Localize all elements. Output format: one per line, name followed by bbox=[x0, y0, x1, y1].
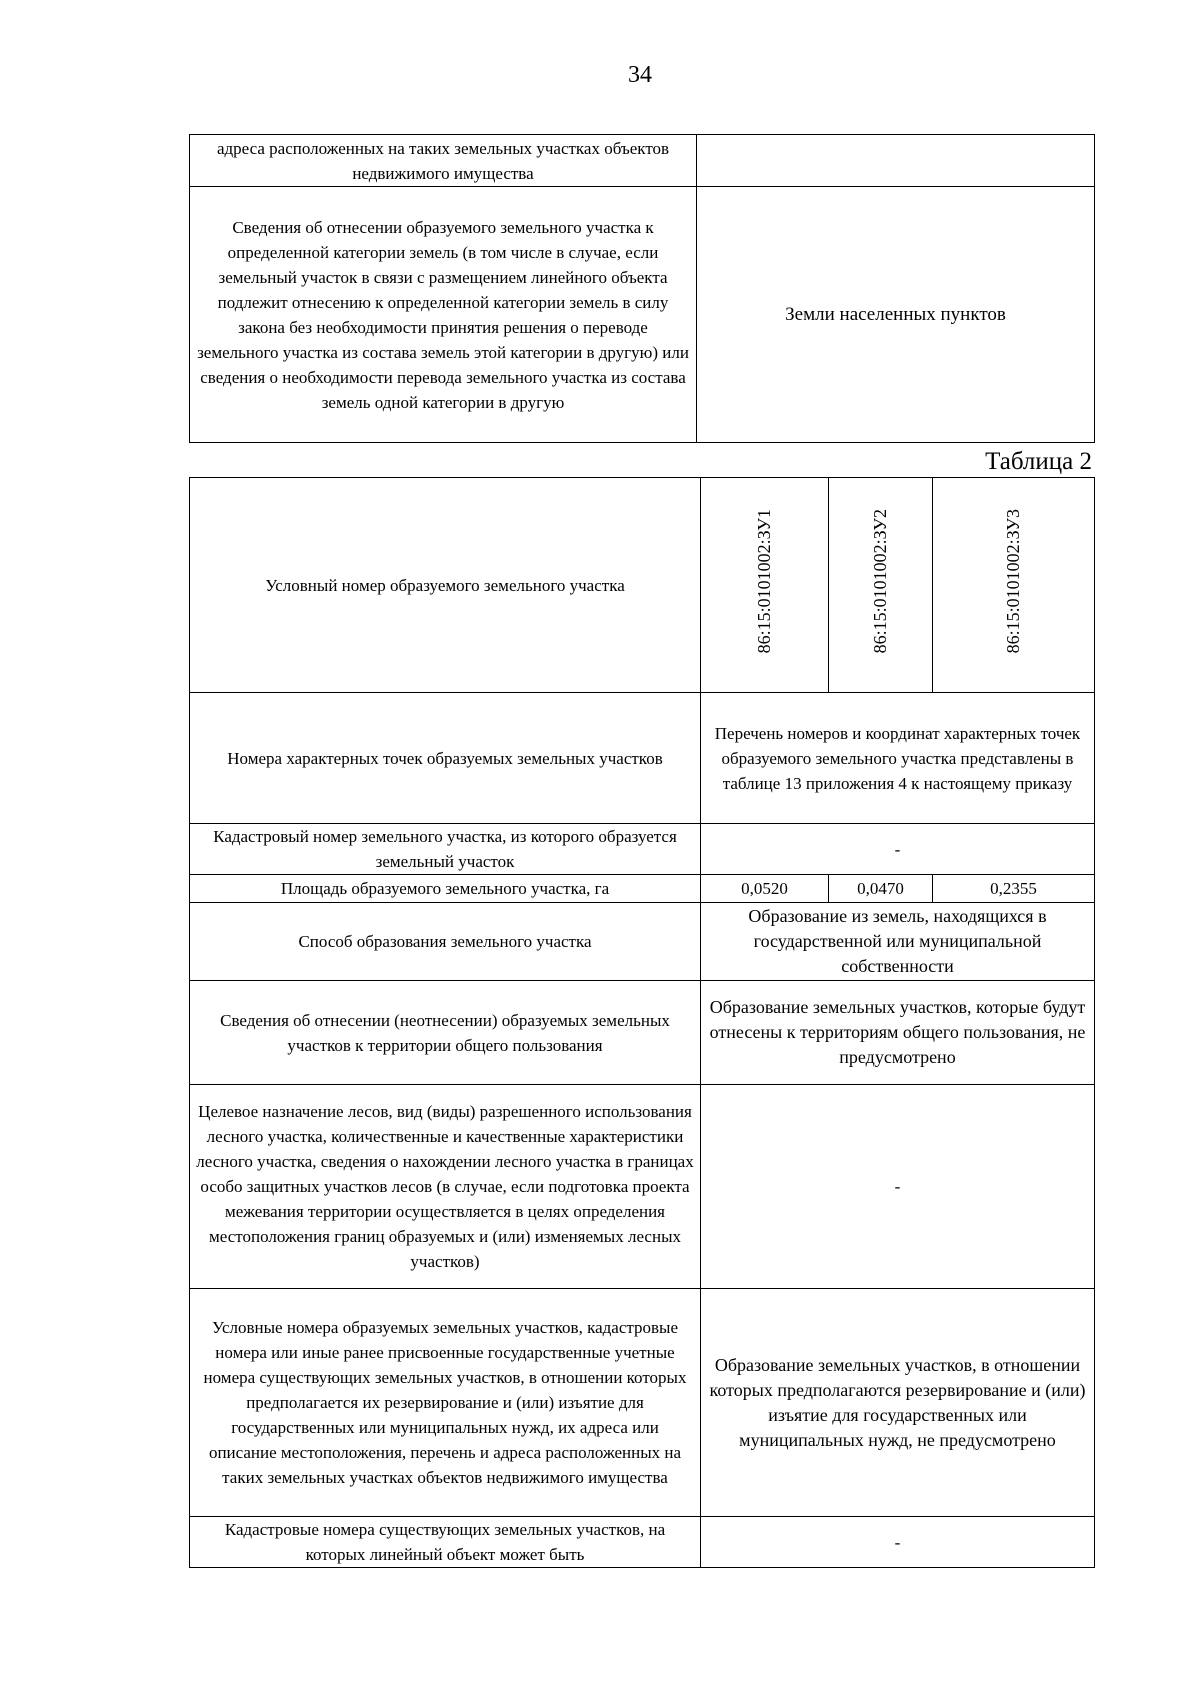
row-label: Сведения об отнесении (неотнесении) образуемых земельных участков к территории общего пользования bbox=[190, 981, 701, 1085]
row-label: Кадастровый номер земельного участка, из которого образуется земельный участок bbox=[190, 824, 701, 875]
row-label: адреса расположенных на таких земельных участках объектов недвижимого имущества bbox=[190, 135, 697, 187]
table-2 bbox=[189, 477, 1095, 1568]
table-row bbox=[190, 875, 1095, 903]
table-row bbox=[190, 135, 1095, 187]
row-value: Образование земельных участков, в отношении которых предполагаются резервирование и (или) изъятие для государственных или муниципальных нужд, не предусмотрено bbox=[701, 1289, 1095, 1517]
row-value bbox=[697, 135, 1095, 187]
parcel-number: 86:15:0101002:ЗУ1 bbox=[754, 509, 774, 654]
row-label: Целевое назначение лесов, вид (виды) разрешенного использования лесного участка, количественные и качественные характеристики лесного участка, сведения о нахождении лесного участка в границах особо защитных участков лесов (в случае, если подготовка проекта межевания территории осуществляется в целях определения местоположения границ образуемых и (или) изменяемых лесных участков) bbox=[190, 1085, 701, 1289]
row-label: Условные номера образуемых земельных участков, кадастровые номера или иные ранее присвоенные государственные учетные номера существующих земельных участков, в отношении которых предполагается их резервирование и (или) изъятие для государственных или муниципальных нужд, их адреса или описание местоположения, перечень и адреса расположенных на таких земельных участках объектов недвижимого имущества bbox=[190, 1289, 701, 1517]
parcel-cell bbox=[701, 478, 829, 693]
row-label: Кадастровые номера существующих земельных участков, на которых линейный объект может быть bbox=[190, 1517, 701, 1568]
table-row bbox=[190, 1085, 1095, 1289]
page-number: 34 bbox=[628, 62, 652, 88]
table-row bbox=[190, 981, 1095, 1085]
parcel-cell bbox=[829, 478, 933, 693]
row-value: - bbox=[701, 824, 1095, 875]
table-row bbox=[190, 187, 1095, 443]
row-label: Площадь образуемого земельного участка, га bbox=[190, 875, 701, 903]
row-label: Способ образования земельного участка bbox=[190, 903, 701, 981]
table-row bbox=[190, 824, 1095, 875]
table-row bbox=[190, 1289, 1095, 1517]
row-label: Номера характерных точек образуемых земельных участков bbox=[190, 693, 701, 824]
table-row bbox=[190, 1517, 1095, 1568]
parcel-number: 86:15:0101002:ЗУ2 bbox=[870, 509, 890, 654]
table-1-continuation bbox=[189, 134, 1095, 443]
land-category-value: Земли населенных пунктов bbox=[697, 187, 1095, 443]
row-value: - bbox=[701, 1517, 1095, 1568]
area-value: 0,0520 bbox=[701, 875, 829, 903]
parcel-number: 86:15:0101002:ЗУ3 bbox=[1003, 509, 1023, 654]
area-value: 0,0470 bbox=[829, 875, 933, 903]
parcel-cell bbox=[933, 478, 1095, 693]
row-label: Сведения об отнесении образуемого земельного участка к определенной категории земель (в том числе в случае, если земельный участок в связи с размещением линейного объекта подлежит отнесению к определенной категории земель в силу закона без необходимости принятия решения о переводе земельного участка из состава земель этой категории в другую) или сведения о необходимости перевода земельного участка из состава земель одной категории в другую bbox=[190, 187, 697, 443]
table-row bbox=[190, 693, 1095, 824]
area-value: 0,2355 bbox=[933, 875, 1095, 903]
table-row bbox=[190, 903, 1095, 981]
row-value: Перечень номеров и координат характерных точек образуемого земельного участка представлены в таблице 13 приложения 4 к настоящему приказу bbox=[701, 693, 1095, 824]
parcel-number-header-row bbox=[190, 478, 1095, 693]
row-value: - bbox=[701, 1085, 1095, 1289]
parcel-number-header-label: Условный номер образуемого земельного участка bbox=[190, 478, 701, 693]
row-value: Образование земельных участков, которые будут отнесены к территориям общего пользования, не предусмотрено bbox=[701, 981, 1095, 1085]
row-value: Образование из земель, находящихся в государственной или муниципальной собственности bbox=[701, 903, 1095, 981]
table-caption: Таблица 2 bbox=[985, 448, 1092, 475]
